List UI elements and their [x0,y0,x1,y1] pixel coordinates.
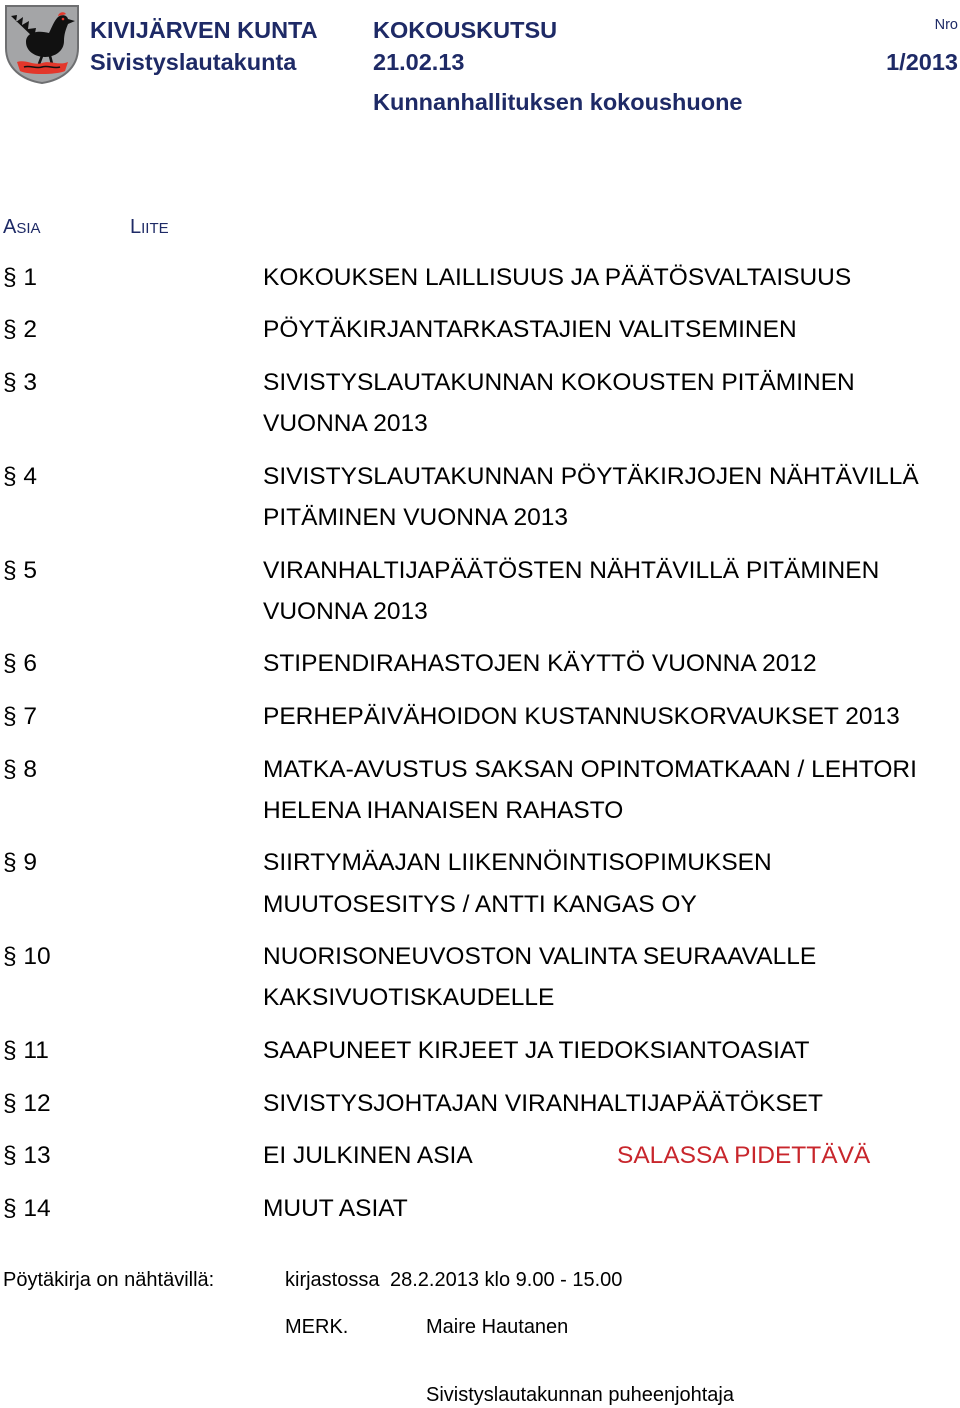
section-number: § 14 [3,1195,51,1222]
item-column-label: ASIA [3,216,41,238]
item-title-continued: HELENA IHANAISEN RAHASTO [263,797,624,824]
section-number: § 4 [3,463,38,490]
section-number: § 13 [3,1142,51,1169]
item-title-continued: PITÄMINEN VUONNA 2013 [263,504,568,531]
availability-time: 28.2.2013 klo 9.00 - 15.00 [390,1269,623,1291]
section-number: § 1 [3,264,38,291]
item-title: VIRANHALTIJAPÄÄTÖSTEN NÄHTÄVILLÄ PITÄMINEN [263,557,880,584]
attachment-column-label: LIITE [130,216,169,238]
item-title: SIVISTYSLAUTAKUNNAN PÖYTÄKIRJOJEN NÄHTÄVILLÄ [263,463,919,490]
signature-label: MERK. [285,1316,349,1338]
availability-place: kirjastossa [285,1269,380,1291]
item-title: EI JULKINEN ASIA [263,1142,473,1169]
item-title-continued: MUUTOSESITYS / ANTTI KANGAS OY [263,891,697,918]
item-title-continued: VUONNA 2013 [263,598,428,625]
section-number: § 11 [3,1037,49,1064]
meeting-date: 21.02.13 [373,49,465,75]
section-number: § 8 [3,756,38,783]
section-number: § 10 [3,943,51,970]
board-name: Sivistyslautakunta [90,49,297,75]
item-title: MUUT ASIAT [263,1195,408,1222]
item-title: STIPENDIRAHASTOJEN KÄYTTÖ VUONNA 2012 [263,650,817,677]
item-title: SAAPUNEET KIRJEET JA TIEDOKSIANTOASIAT [263,1037,810,1064]
item-title: MATKA-AVUSTUS SAKSAN OPINTOMATKAAN / LEHTORI [263,756,917,783]
municipality-name: KIVIJÄRVEN KUNTA [90,17,318,43]
availability-label: Pöytäkirja on nähtävillä: [3,1269,215,1291]
section-number: § 9 [3,849,38,876]
number-label: Nro [934,17,958,33]
item-title: KOKOUKSEN LAILLISUUS JA PÄÄTÖSVALTAISUUS [263,264,852,291]
document-number: 1/2013 [886,49,958,75]
coat-of-arms-icon [4,4,80,84]
item-title: PÖYTÄKIRJANTARKASTAJIEN VALITSEMINEN [263,316,797,343]
section-number: § 6 [3,650,38,677]
item-title: SIIRTYMÄAJAN LIIKENNÖINTISOPIMUKSEN [263,849,772,876]
meeting-venue: Kunnanhallituksen kokoushuone [373,89,743,115]
confidential-note: SALASSA PIDETTÄVÄ [617,1142,871,1169]
item-title-continued: VUONNA 2013 [263,410,428,437]
section-number: § 7 [3,703,38,730]
item-title: PERHEPÄIVÄHOIDON KUSTANNUSKORVAUKSET 2013 [263,703,900,730]
signer-title: Sivistyslautakunnan puheenjohtaja [426,1384,734,1406]
item-title: SIVISTYSJOHTAJAN VIRANHALTIJAPÄÄTÖKSET [263,1090,823,1117]
document-type: KOKOUSKUTSU [373,17,558,43]
item-title: NUORISONEUVOSTON VALINTA SEURAAVALLE [263,943,817,970]
section-number: § 5 [3,557,38,584]
signer-name: Maire Hautanen [426,1316,569,1338]
section-number: § 12 [3,1090,51,1117]
item-title-continued: KAKSIVUOTISKAUDELLE [263,984,555,1011]
section-number: § 2 [3,316,38,343]
item-title: SIVISTYSLAUTAKUNNAN KOKOUSTEN PITÄMINEN [263,369,855,396]
section-number: § 3 [3,369,38,396]
